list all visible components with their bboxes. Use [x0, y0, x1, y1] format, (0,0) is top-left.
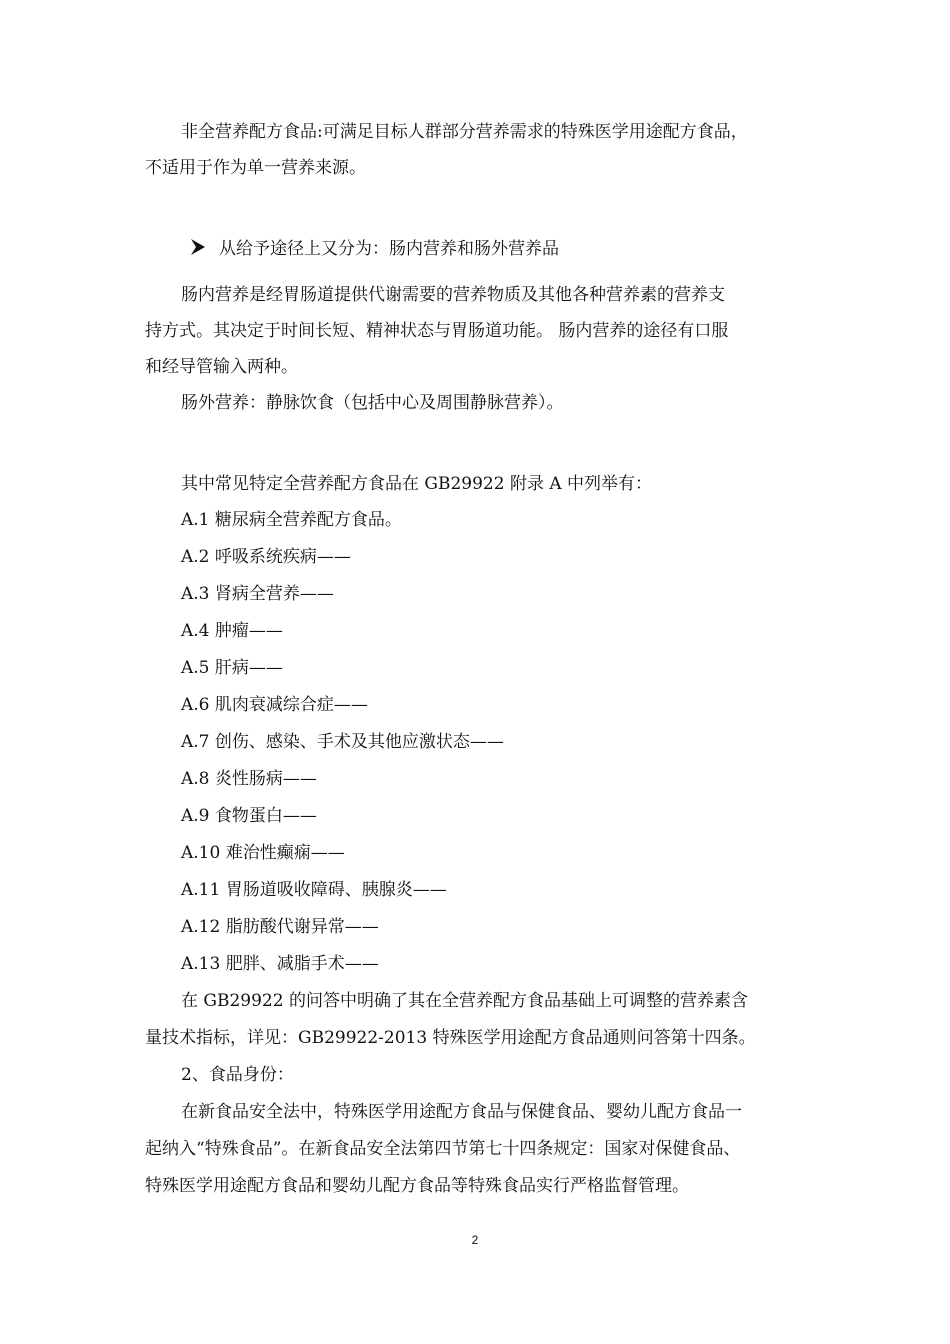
paragraph-line: 特殊医学用途配方食品和婴幼儿配方食品等特殊食品实行严格监督管理。 [145, 1176, 689, 1196]
paragraph-line: 肠内营养是经胃肠道提供代谢需要的营养物质及其他各种营养素的营养支 [181, 285, 725, 305]
list-item: A.12 脂肪酸代谢异常—— [181, 917, 379, 937]
paragraph-line: 量技术指标，详见：GB29922-2013 特殊医学用途配方食品通则问答第十四条。 [145, 1028, 756, 1048]
page-number: 2 [471, 1233, 479, 1247]
paragraph-line: 在 GB29922 的问答中明确了其在全营养配方食品基础上可调整的营养素含 [181, 991, 748, 1011]
list-item: A.6 肌肉衰减综合症—— [181, 695, 368, 715]
list-item: A.13 肥胖、减脂手术—— [181, 954, 379, 974]
paragraph-line: 不适用于作为单一营养来源。 [145, 158, 366, 178]
paragraph-line: 和经导管输入两种。 [145, 357, 298, 377]
list-item: A.5 肝病—— [181, 658, 283, 678]
paragraph-line: 肠外营养：静脉饮食（包括中心及周围静脉营养）。 [181, 393, 564, 413]
list-item: A.7 创伤、感染、手术及其他应激状态—— [181, 732, 504, 752]
list-item: A.1 糖尿病全营养配方食品。 [181, 510, 402, 530]
list-item: A.2 呼吸系统疾病—— [181, 547, 351, 567]
paragraph-line: 起纳入“特殊食品”。在新食品安全法第四节第七十四条规定：国家对保健食品、 [145, 1139, 741, 1159]
paragraph-line: 持方式。其决定于时间长短、精神状态与胃肠道功能。 肠内营养的途径有口服 [145, 321, 729, 341]
paragraph-line: 其中常见特定全营养配方食品在 GB29922 附录 A 中列举有： [181, 474, 653, 494]
list-item: A.10 难治性癫痫—— [181, 843, 345, 863]
paragraph-line: 在新食品安全法中，特殊医学用途配方食品与保健食品、婴幼儿配方食品一 [181, 1102, 742, 1122]
list-item: A.8 炎性肠病—— [181, 769, 317, 789]
bullet-item: 从给予途径上又分为：肠内营养和肠外营养品 [219, 239, 559, 259]
list-item: A.9 食物蛋白—— [181, 806, 317, 826]
list-item: A.3 肾病全营养—— [181, 584, 334, 604]
arrowhead-bullet-icon [190, 238, 206, 256]
paragraph-line: 非全营养配方食品:可满足目标人群部分营养需求的特殊医学用途配方食品， [181, 122, 748, 142]
list-item: A.4 肿瘤—— [181, 621, 283, 641]
section-heading: 2、食品身份： [181, 1065, 294, 1085]
list-item: A.11 胃肠道吸收障碍、胰腺炎—— [181, 880, 447, 900]
